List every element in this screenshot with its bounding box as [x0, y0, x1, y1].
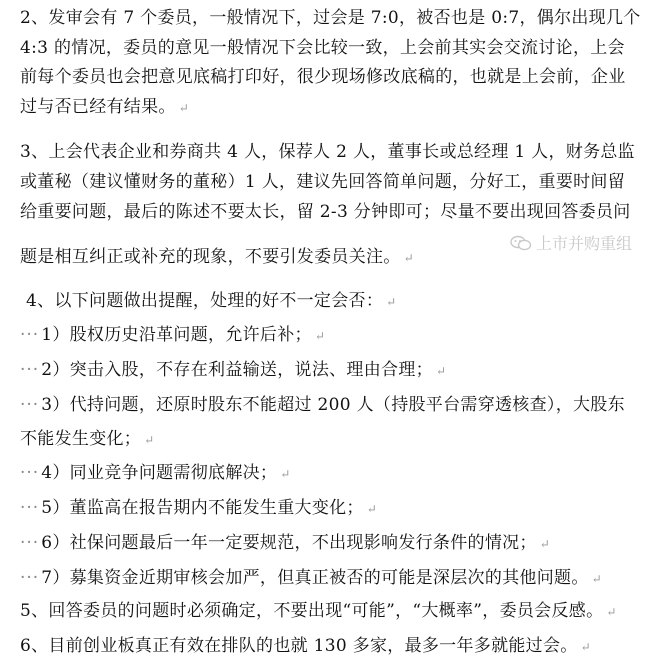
doc-line: [20, 138, 635, 166]
paragraph-mark: ↵: [403, 251, 414, 265]
paragraph-mark: ↵: [435, 364, 447, 378]
watermark-text: 上市并购重组: [536, 234, 633, 253]
line-text: 5、回答委员的问题时必须确定，不要出现“可能”，“大概率”，委员会反感。: [20, 601, 604, 621]
paragraph-mark: ↵: [178, 101, 190, 115]
indent-dots: ···: [20, 395, 40, 415]
paragraph-mark: ↵: [314, 329, 326, 343]
doc-line: [20, 632, 591, 660]
line-text: 1）股权历史沿革问题，允许后补；: [41, 325, 312, 345]
line-text: 前每个委员也会把意见底稿打印好，很少现场修改底稿的，也就是上会前，企业: [20, 67, 626, 87]
doc-line: [20, 63, 626, 91]
doc-line: [20, 34, 625, 62]
doc-line: [20, 93, 189, 121]
line-text: 或董秘（建议懂财务的董秘）1 人，建议先回答简单问题，分好工，重要时间留: [20, 172, 626, 192]
line-text: 2）突击入股，不存在利益输送，说法、理由合理；: [41, 360, 433, 380]
doc-line: [20, 321, 325, 349]
line-text: 3、上会代表企业和券商共 4 人，保荐人 2 人，董事长或总经理 1 人，财务总监: [20, 142, 635, 162]
doc-line: [20, 356, 446, 384]
indent-dots: ···: [20, 533, 40, 553]
line-text: 4、以下问题做出提醒，处理的好不一定会否：: [26, 291, 384, 311]
indent-dots: ···: [20, 325, 40, 345]
line-text: 6、目前创业板真正有效在排队的也就 130 多家，最多一年多就能过会。: [20, 636, 578, 656]
line-text: 题是相互纠正或补充的现象，不要引发委员关注。: [20, 247, 401, 267]
doc-line: [20, 198, 631, 226]
line-text: 给重要问题，最后的陈述不要太长，留 2-3 分钟即可；尽量不要出现回答委员问: [20, 202, 631, 222]
doc-line: [20, 597, 617, 625]
paragraph-mark: ↵: [386, 295, 397, 309]
doc-line: [26, 287, 396, 315]
doc-line: [20, 425, 154, 453]
paragraph-mark: ↵: [280, 467, 291, 481]
line-text: 7）募集资金近期审核会加严，但真正被否的可能是深层次的其他问题。: [41, 568, 589, 588]
line-text: 4:3 的情况，委员的意见一般情况下会比较一致，上会前其实会交流讨论，上会: [20, 38, 625, 58]
wechat-icon: [510, 234, 532, 250]
paragraph-mark: ↵: [366, 502, 378, 516]
line-text: 6）社保问题最后一年一定要规范，不出现影响发行条件的情况；: [41, 533, 537, 553]
doc-line: [20, 564, 602, 592]
paragraph-mark: ↵: [606, 605, 617, 619]
doc-line: [20, 4, 641, 32]
paragraph-mark: ↵: [580, 640, 591, 654]
paragraph-mark: ↵: [591, 572, 602, 586]
line-text: 3）代持问题，还原时股东不能超过 200 人（持股平台需穿透核查），大股东: [41, 395, 625, 415]
paragraph-mark: ↵: [144, 433, 155, 447]
line-text: 5）董监高在报告期内不能发生重大变化；: [41, 498, 364, 518]
doc-line: [20, 459, 291, 487]
doc-line: [20, 168, 625, 196]
doc-line: [20, 494, 377, 522]
doc-line: [20, 529, 550, 557]
indent-dots: ···: [20, 568, 40, 588]
paragraph-mark: ↵: [539, 537, 551, 551]
doc-line: [20, 391, 625, 419]
indent-dots: ···: [20, 498, 40, 518]
line-text: 不能发生变化；: [20, 429, 142, 449]
indent-dots: ···: [20, 463, 40, 483]
watermark: [510, 232, 632, 256]
line-text: 过与否已经有结果。: [20, 97, 176, 117]
line-text: 2、发审会有 7 个委员，一般情况下，过会是 7:0，被否也是 0:7，偶尔出现几个: [20, 8, 641, 28]
line-text: 4）同业竞争问题需彻底解决；: [41, 463, 278, 483]
indent-dots: ···: [20, 360, 40, 380]
doc-line: [20, 243, 414, 271]
